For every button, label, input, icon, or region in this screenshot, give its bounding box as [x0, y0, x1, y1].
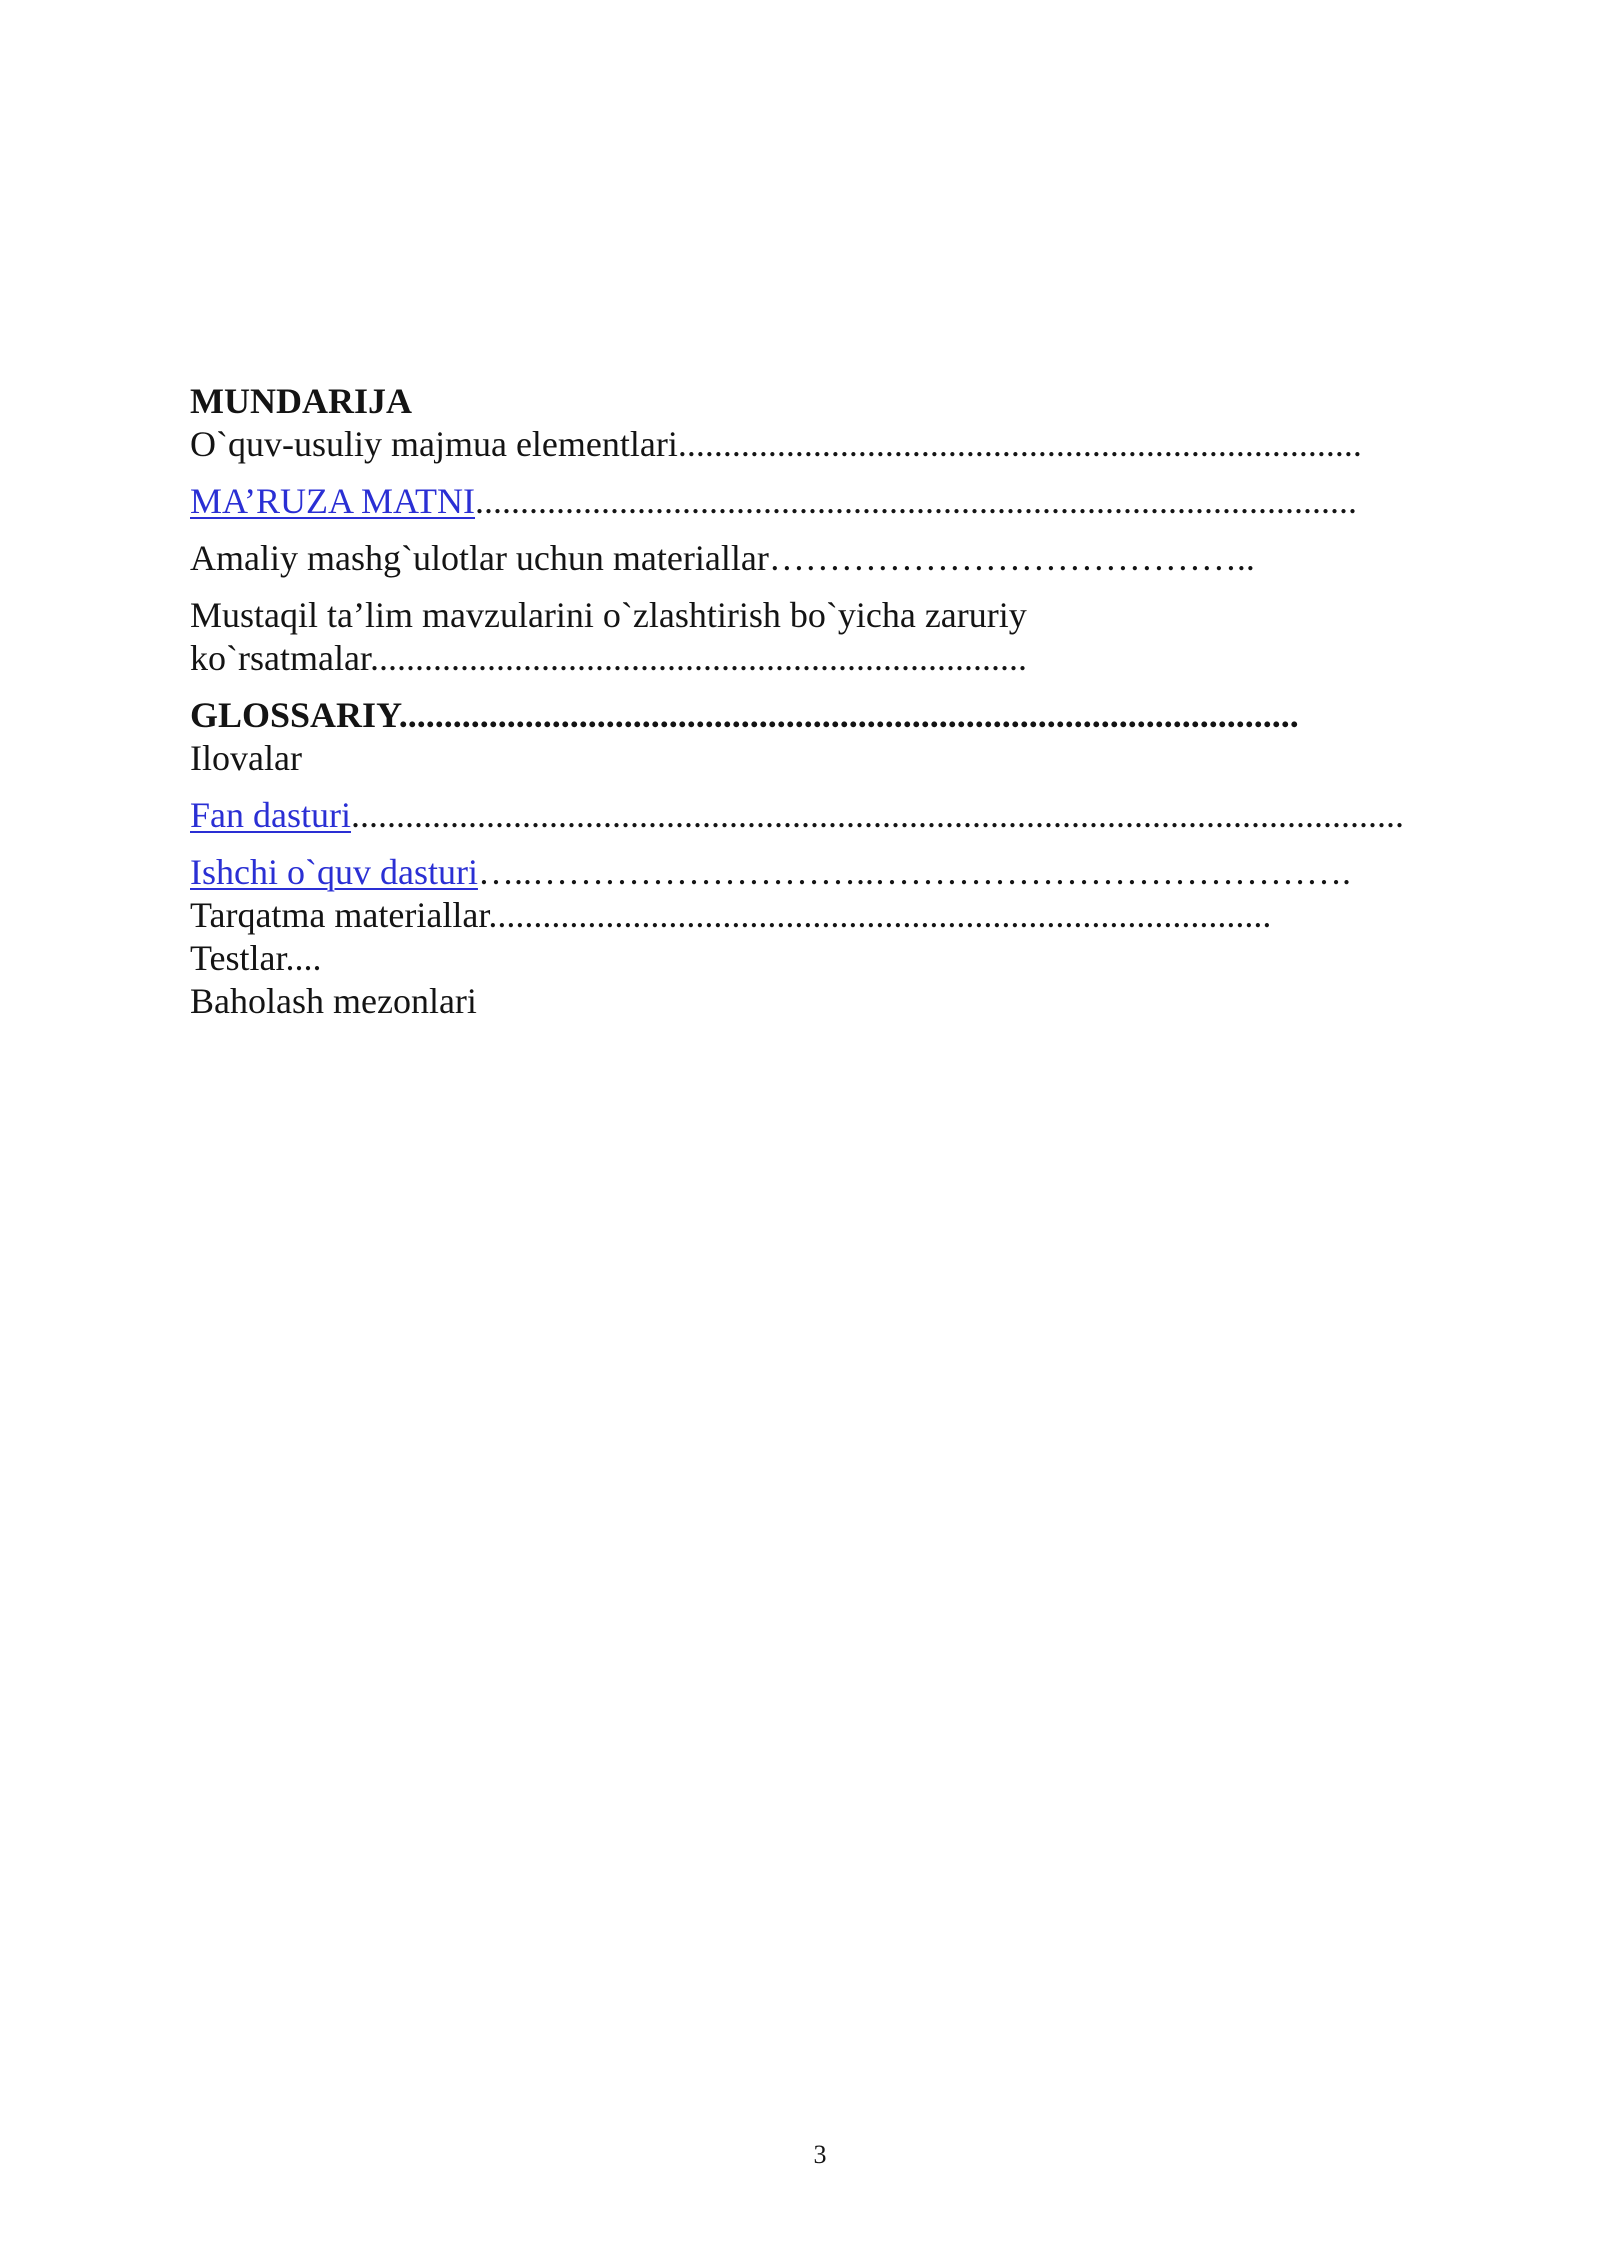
toc-entry-majmua-elementlari	[190, 423, 1450, 466]
ishchi-oquv-dasturi-link[interactable]: Ishchi o`quv dasturi	[190, 852, 478, 892]
toc-entry-label: GLOSSARIY	[190, 695, 399, 735]
toc-entry-label: Mustaqil ta’lim mavzularini o`zlashtirish bo`yicha zaruriy	[190, 595, 1027, 635]
toc-leader: ..................................................................................................	[475, 481, 1358, 521]
page-number: 3	[813, 2140, 827, 2169]
toc-entry-tarqatma-materiallar	[190, 894, 1450, 937]
toc-entry-mustaqil-talim	[190, 594, 1450, 680]
toc-entry-maruza-matni	[190, 480, 1450, 523]
toc-leader: …..………………………..………………………………….	[477, 852, 1351, 892]
toc-entry-label: Testlar....	[190, 938, 322, 978]
toc-entry-label: Amaliy mashg`ulotlar uchun materiallar	[190, 538, 769, 578]
table-of-contents	[190, 380, 1450, 1023]
toc-entry-continuation: ko`rsatmalar	[190, 638, 370, 678]
toc-leader: .......................................................................................	[488, 895, 1272, 935]
toc-entry-fan-dasturi	[190, 794, 1450, 837]
toc-entry-baholash-mezonlari	[190, 980, 1450, 1023]
toc-title: MUNDARIJA	[190, 381, 412, 421]
toc-entry-label: O`quv-usuliy majmua elementlari	[190, 424, 678, 464]
toc-leader: ............................................................................	[677, 424, 1362, 464]
toc-entry-ilovalar	[190, 737, 1450, 780]
toc-entry-ishchi-oquv-dasturi	[190, 851, 1450, 894]
toc-leader: .....................................................................................................................	[350, 795, 1404, 835]
toc-leader: ....................................................................................................	[398, 695, 1299, 735]
toc-entry-label: Baholash mezonlari	[190, 981, 477, 1021]
toc-leader: …………………………………..	[768, 538, 1255, 578]
toc-entry-label: Ilovalar	[190, 738, 302, 778]
toc-entry-testlar	[190, 937, 1450, 980]
toc-entry-amaliy-mashgulotlar	[190, 537, 1450, 580]
toc-entry-label: Tarqatma materiallar	[190, 895, 489, 935]
maruza-matni-link[interactable]: MA’RUZA MATNI	[190, 481, 476, 521]
fan-dasturi-link[interactable]: Fan dasturi	[190, 795, 351, 835]
toc-leader: .........................................................................	[369, 638, 1027, 678]
toc-entry-glossariy	[190, 694, 1450, 737]
